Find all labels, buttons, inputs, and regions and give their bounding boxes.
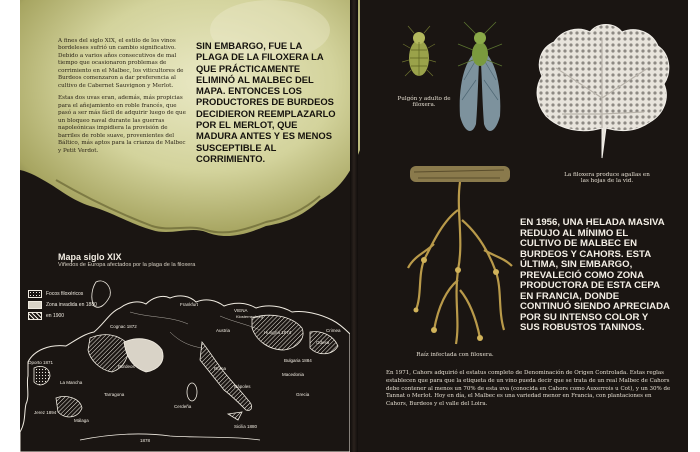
map-label-argel: 1878 xyxy=(140,438,151,443)
caption-aphids: Pulgón y adulto de filoxera. xyxy=(397,96,451,108)
map-label-roma: Roma xyxy=(214,366,227,371)
map-label-bordeaux: Burdeos xyxy=(118,364,135,369)
legend-swatch-hatch xyxy=(28,312,42,320)
map-label-napoles: Nápoles xyxy=(234,384,251,389)
map-label-hungria: Hungría 1874 xyxy=(264,330,292,335)
legend-item-focos xyxy=(28,288,97,299)
map-label-viena: VIENA xyxy=(234,308,248,313)
intro-paragraph-2: Estas dos uvas eran, además, más propicias para el añejamiento en roble francés, que pasó a ser más fácil de adquirir luego de que un bloqueo naval durante las guerras napoleónicas impidiera la provisión de barriles de roble suave, provenientes del Báltico, más aptos para la crianza de Malbec y Petit Verdot. xyxy=(58,95,186,154)
legend-item-1880 xyxy=(28,299,97,310)
map-label-klosterneuburg: Klosterneuburg xyxy=(236,314,264,319)
intro-text xyxy=(58,38,190,160)
map-title: Mapa siglo XIX xyxy=(58,252,122,262)
map-label-malaga: Málaga xyxy=(74,418,89,423)
map-label-odesa: Odesa xyxy=(316,340,330,345)
map-label-austria: Austria xyxy=(216,328,231,333)
aphid-nymph-illustration xyxy=(402,24,436,84)
legend-label: en 1900 xyxy=(46,312,65,319)
legend-label: Focos filoxéricos xyxy=(46,290,84,297)
cahors-paragraph: En 1971, Cahors adquirió el estatus completo de Denominación de Origen Controlada. Estas reglas establecen que para que la etiqueta de un vino pueda decir que se trata de un real Malbec de Cahors debe contener al menos un 70% de esta uva (conocida en Cahors como Auxerrois u Cot), y un 30% de Tannat o Merlot. Hoy en día, el Malbec es una variedad menor en Francia, con plantaciones en Cahors, Burdeos y el valle del Loira. xyxy=(386,370,671,408)
map-label-crimea: Crimea xyxy=(326,328,341,333)
map-label-jerez: Jerez 1894 xyxy=(34,410,57,415)
intro-paragraph-1: A fines del siglo XIX, el estilo de los vinos bordeleses sufrió un cambio significativo. Debido a varios años consecutivos de mal tiempo que ocasionaron problemas de corrimiento en el Malbec, los viticultores de Burdeos comenzaron a dar preferencia al cultivo de Cabernet Sauvignon y Merlot. xyxy=(58,38,184,89)
caption-leaf: La filoxera produce agallas en las hojas de la vid. xyxy=(564,172,650,184)
map-label-la-mancha: La Mancha xyxy=(60,380,83,385)
map-subtitle: Viñedos de Europa afectados por la plaga de la filoxera xyxy=(58,262,196,268)
pull-quote-1956: EN 1956, UNA HELADA MASIVA REDUJO AL MÍNIMO EL CULTIVO DE MALBEC EN BURDEOS Y CAHORS. ESTA ÚLTIMA, SIN EMBARGO, PREVALECIÓ COMO ZONA PRODUCTORA DE ESTA CEPA EN FRANCIA, DONDE CONTINUÓ SIENDO APRECIADA POR SU INTENSO COLOR Y SUS ROBUSTOS TANINOS. xyxy=(520,217,670,334)
magazine-spread xyxy=(20,0,688,452)
page-gutter xyxy=(350,0,358,452)
map-label-bulgaria: Bulgaria 1884 xyxy=(284,358,312,363)
map-legend xyxy=(28,288,97,321)
map-label-macedonia: Macedonia xyxy=(282,372,305,377)
pull-quote-filoxera: SIN EMBARGO, FUE LA PLAGA DE LA FILOXERA LA QUE PRÁCTICAMENTE ELIMINÓ AL MALBEC DEL MAPA. ENTONCES LOS PRODUCTORES DE BURDEOS DECIDIERON REEMPLAZARLO POR EL MERLOT, QUE MADURA ANTES Y ES MENOS SUSCEPTIBLE AL CORRIMIENTO. xyxy=(196,40,336,164)
caption-root: Raíz infectada con filoxera. xyxy=(416,352,494,358)
map-label-grecia: Grecia xyxy=(296,392,310,397)
legend-swatch-dots xyxy=(28,290,42,298)
map-label-frankfurt: Frankfurt xyxy=(180,302,199,307)
vine-leaf-illustration xyxy=(532,18,672,162)
infected-root-illustration xyxy=(404,160,516,350)
legend-label: Zona invadida en 1880 xyxy=(46,301,97,308)
legend-item-1900 xyxy=(28,310,97,321)
map-label-tarragona: Tarragona xyxy=(104,392,125,397)
winged-adult-phylloxera-illustration xyxy=(450,20,510,140)
map-label-sicilia: Sicilia 1880 xyxy=(234,424,258,429)
map-label-cerdena: Cerdeña xyxy=(174,404,192,409)
legend-swatch-solid xyxy=(28,301,42,309)
map-label-cognac: Cognac 1872 xyxy=(110,324,137,329)
map-label-oporto: Oporto 1871 xyxy=(28,360,54,365)
